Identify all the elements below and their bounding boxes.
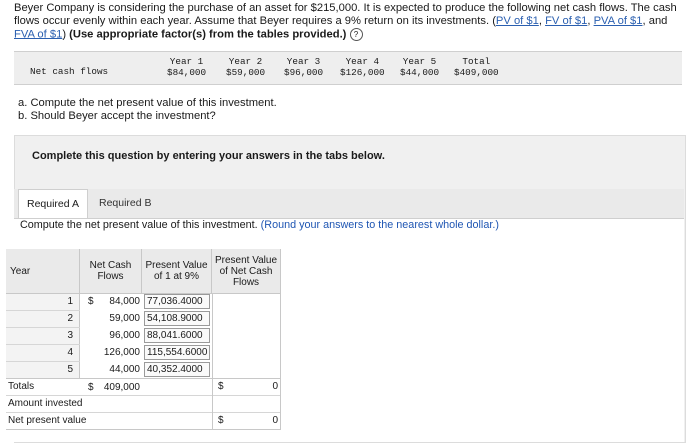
cash-value: 96,000 xyxy=(109,330,140,341)
cash-value: 59,000 xyxy=(109,313,140,324)
links-close-paren: ) xyxy=(62,28,67,41)
problem-statement: Beyer Company is considering the purchase of an asset for $215,000. It is expected to produce the following net cash flows. The cash flows occur evenly within each year. Assume that Beyer requires a 9% return on its investments. (PV of $1, FV of $1, PVA of $1, and FVA of $1) (Use appropriate factor(s) from the tables provided.) ? xyxy=(14,2,677,41)
column-header: Year 1 xyxy=(169,56,204,67)
fv-of-1-link[interactable]: FV of $1 xyxy=(545,15,588,27)
totals-cash-cell xyxy=(80,378,142,395)
dollar-sign: $ xyxy=(88,382,94,393)
tab-prompt xyxy=(20,219,499,231)
pv-factor-input[interactable]: 77,036.4000 xyxy=(144,294,210,309)
divider xyxy=(6,310,80,311)
divider xyxy=(6,293,280,294)
column-header: Year 4 xyxy=(345,56,380,67)
cash-flow-column xyxy=(167,56,206,78)
year-cell: 4 xyxy=(6,344,80,361)
divider xyxy=(212,293,213,429)
totals-row xyxy=(6,378,80,395)
npv-input[interactable] xyxy=(212,412,280,429)
totals-present-value: 0 xyxy=(272,381,278,392)
pva-of-1-link[interactable]: PVA of $1 xyxy=(593,15,643,27)
cash-flow-column xyxy=(454,56,499,78)
cash-cell[interactable] xyxy=(80,293,142,310)
cash-flow-column xyxy=(340,56,385,78)
tab-bar xyxy=(14,189,684,219)
year-cell: 2 xyxy=(6,310,80,327)
cash-cell[interactable] xyxy=(80,344,142,361)
cash-flow-row-label: Net cash flows xyxy=(30,66,109,77)
amount-invested-row xyxy=(6,395,142,412)
and-text: and xyxy=(648,15,668,27)
npv-value: 0 xyxy=(272,415,278,426)
dollar-sign: $ xyxy=(88,296,94,307)
column-value: $409,000 xyxy=(454,67,499,78)
cash-value: 84,000 xyxy=(109,296,140,307)
npv-table xyxy=(6,249,286,439)
questions xyxy=(18,97,277,123)
tab-required-a[interactable]: Required A xyxy=(18,189,88,218)
amount-invested-input[interactable] xyxy=(212,395,280,412)
pv-of-1-link[interactable]: PV of $1 xyxy=(495,15,539,27)
pv-factor-input[interactable]: 40,352.4000 xyxy=(144,362,210,377)
fva-of-1-link[interactable]: FVA of $1 xyxy=(14,28,63,41)
cash-flow-table xyxy=(14,51,682,85)
cash-value: 126,000 xyxy=(103,347,140,358)
cash-flow-column xyxy=(226,56,265,78)
divider xyxy=(6,344,80,345)
pv-factor-input[interactable]: 88,041.6000 xyxy=(144,328,210,343)
column-value: $44,000 xyxy=(400,67,440,78)
column-header: Year 3 xyxy=(286,56,321,67)
divider xyxy=(6,378,280,379)
tab-required-b[interactable]: Required B xyxy=(99,197,152,209)
divider xyxy=(6,412,280,413)
divider xyxy=(6,395,280,396)
cash-flow-column xyxy=(284,56,323,78)
divider xyxy=(6,327,80,328)
present-value-cell[interactable] xyxy=(212,344,280,361)
cash-flow-column xyxy=(400,56,439,78)
present-value-cell[interactable] xyxy=(212,327,280,344)
npv-row xyxy=(6,412,142,429)
column-header: Year 2 xyxy=(228,56,263,67)
cash-cell[interactable] xyxy=(80,327,142,344)
pv-factor-input[interactable]: 115,554.6000 xyxy=(144,345,210,360)
links-open-paren: ( xyxy=(492,15,496,27)
column-value: $96,000 xyxy=(284,67,324,78)
dollar-sign: $ xyxy=(218,415,224,426)
dollar-sign: $ xyxy=(218,381,224,392)
year-cell: 5 xyxy=(6,361,80,378)
divider xyxy=(6,361,80,362)
header-pv-factor: Present Value of 1 at 9% xyxy=(142,249,212,293)
problem-instruction: (Use appropriate factor(s) from the tables provided.) xyxy=(69,28,347,41)
present-value-cell[interactable] xyxy=(212,361,280,378)
problem-text: Beyer Company is considering the purchase of an asset for $215,000. It is expected to produce the following net cash flows. The cash flows occur evenly within each year. Assume that Beyer requires a 9% return on its investments. xyxy=(14,2,677,27)
cash-value: 44,000 xyxy=(109,364,140,375)
question-a: a. Compute the net present value of this investment. xyxy=(18,97,277,109)
header-net-cash-flows: Net Cash Flows xyxy=(80,249,142,293)
pv-factor-input[interactable]: 54,108.9000 xyxy=(144,311,210,326)
column-header: Total xyxy=(462,56,491,67)
totals-cash-value: 409,000 xyxy=(103,382,140,393)
column-value: $126,000 xyxy=(340,67,385,78)
help-icon[interactable]: ? xyxy=(350,28,363,41)
cash-cell[interactable] xyxy=(80,361,142,378)
header-present-value: Present Value of Net Cash Flows xyxy=(212,249,280,293)
cash-cell[interactable] xyxy=(80,310,142,327)
year-cell: 1 xyxy=(6,293,80,310)
tabs-instruction: Complete this question by entering your answers in the tabs below. xyxy=(32,150,385,162)
totals-label: Totals xyxy=(8,381,35,392)
column-header: Year 5 xyxy=(402,56,437,67)
tab-prompt-text: Compute the net present value of this investment. xyxy=(20,219,258,231)
year-cell: 3 xyxy=(6,327,80,344)
totals-present-value-input[interactable] xyxy=(212,378,280,395)
tab-prompt-note: (Round your answers to the nearest whole dollar.) xyxy=(260,219,499,231)
present-value-cell[interactable] xyxy=(212,310,280,327)
header-year: Year xyxy=(6,249,80,293)
question-b: b. Should Beyer accept the investment? xyxy=(18,110,216,122)
divider xyxy=(280,249,281,430)
npv-label: Net present value xyxy=(8,415,87,426)
column-value: $59,000 xyxy=(226,67,266,78)
amount-invested-label: Amount invested xyxy=(8,398,83,409)
divider xyxy=(6,429,280,430)
column-value: $84,000 xyxy=(167,67,207,78)
present-value-cell[interactable] xyxy=(212,293,280,310)
